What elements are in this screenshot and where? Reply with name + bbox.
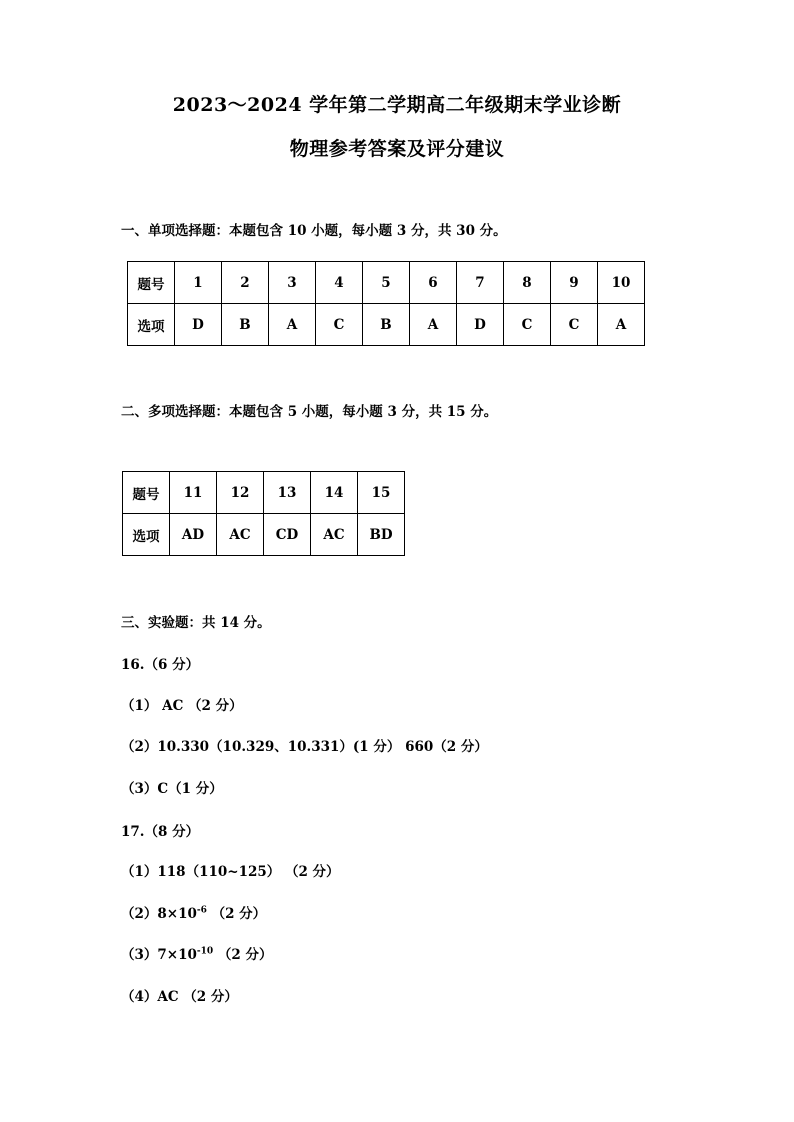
answer-cell: CD [264,514,311,556]
table-row-numbers [128,262,645,304]
q16-title: 16.（6 分） [121,657,200,673]
q16-part1: （1） AC （2 分） [121,698,243,714]
answer-cell: AC [217,514,264,556]
question-number: 12 [217,472,264,514]
answer-cell: AD [170,514,217,556]
question-number: 3 [269,262,316,304]
question-number: 8 [504,262,551,304]
document-subtitle: 物理参考答案及评分建议 [289,138,505,160]
question-number: 1 [175,262,222,304]
q17-part2-base: （2）8×10 [121,906,197,922]
answer-cell: AC [311,514,358,556]
multiple-choice-answer-table [122,471,405,556]
single-choice-answer-table [127,261,645,346]
q17-part2-score: （2 分） [206,906,267,922]
answer-cell: A [598,304,645,346]
question-number: 15 [358,472,405,514]
answer-cell: D [457,304,504,346]
row-label: 选项 [123,514,170,556]
table-row-answers [128,304,645,346]
q17-title: 17.（8 分） [121,824,200,840]
question-number: 4 [316,262,363,304]
answer-cell: C [504,304,551,346]
row-label: 题号 [128,262,175,304]
question-number: 11 [170,472,217,514]
question-number: 9 [551,262,598,304]
answer-cell: B [222,304,269,346]
question-number: 14 [311,472,358,514]
q17-part3-base: （3）7×10 [121,947,197,963]
question-number: 7 [457,262,504,304]
q17-part4: （4）AC （2 分） [121,989,238,1005]
answer-cell: C [551,304,598,346]
answer-cell: D [175,304,222,346]
q17-part2 [121,902,266,922]
q16-part3: （3）C（1 分） [121,781,223,797]
answer-cell: A [269,304,316,346]
q17-part3 [121,943,272,963]
question-number: 5 [363,262,410,304]
answer-cell: B [363,304,410,346]
table-row-answers [123,514,405,556]
question-number: 6 [410,262,457,304]
question-number: 13 [264,472,311,514]
question-number: 10 [598,262,645,304]
answer-cell: A [410,304,457,346]
q17-part2-exponent: -6 [196,905,207,916]
row-label: 选项 [128,304,175,346]
q17-part3-exponent: -10 [196,946,214,957]
section2-heading: 二、多项选择题：本题包含 5 小题，每小题 3 分，共 15 分。 [121,404,498,420]
document-title: 2023～2024 学年第二学期高二年级期末学业诊断 [172,94,622,116]
q17-part3-score: （2 分） [213,947,273,963]
q16-part2: （2）10.330（10.329、10.331）(1 分） 660（2 分） [121,739,488,755]
section1-heading: 一、单项选择题：本题包含 10 小题，每小题 3 分，共 30 分。 [121,223,507,239]
row-label: 题号 [123,472,170,514]
answer-cell: C [316,304,363,346]
table-row-numbers [123,472,405,514]
q17-part1: （1）118（110~125） （2 分） [121,864,340,880]
answer-cell: BD [358,514,405,556]
question-number: 2 [222,262,269,304]
section3-heading: 三、实验题：共 14 分。 [121,615,271,631]
